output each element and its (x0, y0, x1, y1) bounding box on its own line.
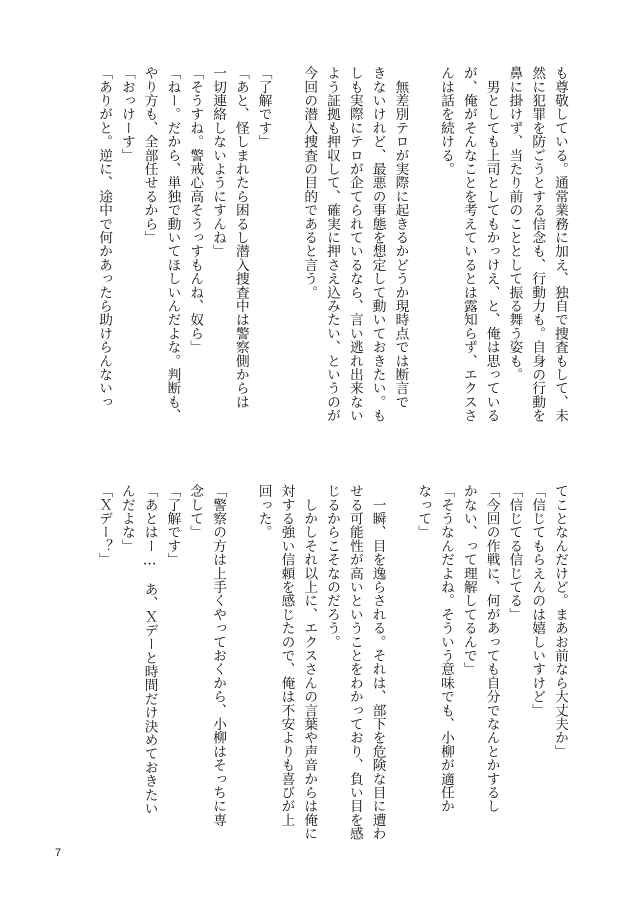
text-line: 「そうなんだよね。そういう意味でも、小柳が適任か (438, 484, 455, 813)
text-line: 一瞬、目を逸らされる。それは、部下を危険な目に遭わ (369, 484, 386, 841)
text-line: んだよな」 (118, 484, 135, 553)
text-line: 一切連絡しないようにすんね」 (210, 66, 227, 258)
text-line: 男としても上司としてもかっけえ、と、俺は思っている (483, 66, 500, 423)
text-block-top (92, 66, 571, 461)
text-line: 然に犯罪を防ごうとする信念も、行動力も。自身の行動を (529, 66, 546, 423)
text-line: も尊敬している。通常業務に加え、独自で捜査もして、未 (552, 66, 568, 423)
text-line: 今回の潜入捜査の目的であると言う。 (301, 66, 318, 299)
text-line: 「あと、怪しまれたら困るし潜入捜査中は警察側からは (232, 66, 249, 409)
text-line: 「了解です」 (255, 66, 272, 149)
text-line: 「今回の作戦に、何があっても自分でなんとかするし (483, 484, 500, 813)
text-line: せる可能性が高いということをわかっており、負い目を感 (346, 484, 363, 841)
text-line: んは話を続ける。 (438, 66, 455, 176)
text-line: 「了解です」 (164, 484, 181, 567)
text-line (229, 484, 252, 846)
text-line: 回った。 (255, 484, 272, 539)
text-line: 鼻に掛けず、当たり前のこととして振る舞う姿も。 (506, 66, 523, 382)
text-line: しも実際にテロが企てられているなら、言い逃れ出来ない (346, 66, 363, 423)
text-block-bottom (92, 484, 571, 846)
text-line: きないけれど、最悪の事態を想定して動いておきたい。も (369, 66, 386, 423)
text-line: てことなんだけど。まあお前なら大丈夫か」 (552, 484, 568, 758)
text-line (275, 66, 298, 461)
text-line: 「ねー。だから、単独で動いてほしいんだよな。判断も、 (164, 66, 181, 423)
text-line: 「Ｘデー？」 (96, 484, 113, 567)
text-line (389, 484, 412, 846)
text-line: 「ありがと。逆に、途中で何かあったら助けらんないっ (96, 66, 113, 409)
text-line: しかしそれ以上に、エクスさんの言葉や声音からは俺に (301, 484, 318, 841)
text-line: 「おっけーす」 (118, 66, 135, 162)
text-line: よう証拠も押収して、確実に押さえ込みたい、というのが (324, 66, 341, 423)
text-line (411, 66, 434, 461)
text-line: が、俺がそんなことを考えているとは露知らず、エクスさ (460, 66, 477, 423)
text-line: 無差別テロが実際に起きるかどうか現時点では断言で (392, 66, 409, 409)
text-line: かない、って理解してるんで」 (460, 484, 477, 676)
text-line: 「あとはー… あ、Ｘデーと時間だけ決めておきたい (141, 484, 158, 816)
text-line: じるからこそなのだろう。 (324, 484, 341, 649)
text-line: なって」 (415, 484, 432, 539)
text-line: 「信じてもらえんのは嬉しいすけど」 (529, 484, 546, 717)
text-line: やり方も、全部任せるから」 (141, 66, 158, 245)
text-line: 「警察の方は上手くやっておくから、小柳はそっちに専 (210, 484, 227, 827)
text-line: 念して」 (187, 484, 204, 539)
text-line: 対する強い信頼を感じたので、俺は不安よりも喜びが上 (278, 484, 295, 827)
page-number: 7 (55, 847, 62, 859)
text-line: 「そうすね。警戒心高そうっすもんね、奴ら」 (187, 66, 204, 354)
text-line: 「信じてる信じてる」 (506, 484, 523, 621)
